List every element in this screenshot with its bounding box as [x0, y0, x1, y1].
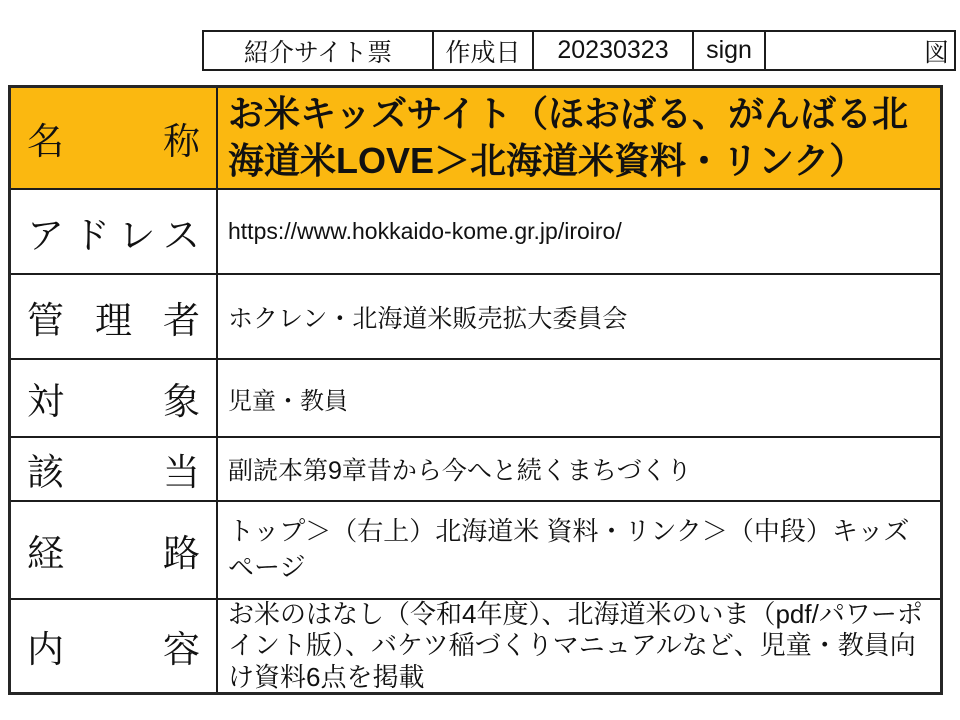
- value-route: トップ＞（右上）北海道米 資料・リンク＞（中段）キッズページ: [228, 516, 910, 582]
- document-type-label: 紹介サイト票: [243, 38, 393, 67]
- header-table: [202, 30, 956, 71]
- label-cell-manager: [11, 273, 218, 358]
- label-chapter: 該当: [27, 452, 200, 493]
- label-cell-chapter: [11, 436, 218, 500]
- value-cell-address: [218, 188, 940, 273]
- value-name: お米キッズサイト（ほおばる、がんばる北海道米LOVE＞北海道米資料・リンク）: [228, 93, 909, 181]
- info-table: [8, 85, 943, 695]
- label-cell-target: [11, 358, 218, 436]
- value-cell-route: [218, 500, 940, 598]
- label-route: 経路: [27, 533, 200, 574]
- label-content: 内容: [27, 629, 200, 670]
- sign-label-cell: [692, 32, 764, 69]
- date-value-cell: [532, 32, 692, 69]
- value-cell-content: [218, 598, 940, 692]
- document-type-cell: [204, 32, 432, 69]
- sign-label: sign: [706, 36, 752, 64]
- label-cell-name: [11, 88, 218, 188]
- value-content: お米のはなし（令和4年度）、北海道米のいま（pdf/パワーポイント版）、バケツ稲づくりマニュアルなど、児童・教員向け資料6点を掲載: [228, 599, 923, 692]
- value-cell-manager: [218, 273, 940, 358]
- label-cell-content: [11, 598, 218, 692]
- value-cell-chapter: [218, 436, 940, 500]
- signature-area-cell: [764, 32, 954, 69]
- value-target: 児童・教員: [228, 387, 348, 415]
- label-address: アドレス: [27, 214, 200, 256]
- date-label: 作成日: [445, 38, 521, 67]
- value-chapter: 副読本第9章昔から今へと続くまちづくり: [228, 457, 692, 485]
- label-cell-route: [11, 500, 218, 598]
- value-address-url: https://www.hokkaido-kome.gr.jp/iroiro/: [228, 218, 622, 244]
- value-cell-name: [218, 88, 940, 188]
- figure-label: 図: [923, 38, 949, 67]
- label-target: 対象: [27, 381, 200, 422]
- label-manager: 管理者: [27, 299, 200, 341]
- value-manager: ホクレン・北海道米販売拡大委員会: [228, 304, 628, 333]
- date-label-cell: [432, 32, 532, 69]
- date-value: 20230323: [557, 36, 669, 64]
- label-name: 名称: [27, 121, 200, 162]
- label-cell-address: [11, 188, 218, 273]
- value-cell-target: [218, 358, 940, 436]
